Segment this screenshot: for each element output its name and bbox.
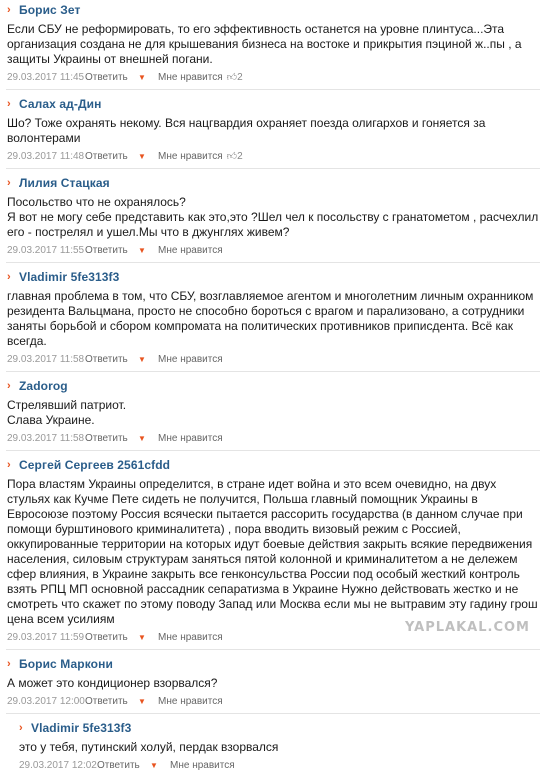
comment-header bbox=[7, 656, 540, 672]
comment-header bbox=[7, 269, 540, 285]
thumbs-up-icon: 👍︎ bbox=[226, 151, 238, 162]
comment-meta bbox=[7, 70, 540, 84]
reply-button[interactable]: Ответить bbox=[97, 759, 140, 771]
dropdown-arrow-icon[interactable]: ▼ bbox=[138, 245, 146, 255]
comment-header bbox=[19, 720, 540, 736]
chevron-right-icon: › bbox=[7, 97, 11, 110]
reply-button[interactable]: Ответить bbox=[85, 150, 128, 162]
dropdown-arrow-icon[interactable]: ▼ bbox=[150, 760, 158, 770]
comment-text: это у тебя, путинский холуй, пердак взорвался bbox=[19, 740, 279, 754]
comment-text: главная проблема в том, что СБУ, возглавляемое агентом и многолетним личным охранником резидента Вальцмана, просто не способно бороться с врагом и парализовано, а сотрудники заняты борьбой и сбором компромата на политических противников приписдента. Всё как всегда. bbox=[7, 289, 534, 348]
comment-date: 29.03.2017 11:59 bbox=[7, 631, 85, 643]
comment-date: 29.03.2017 11:55 bbox=[7, 244, 85, 256]
like-button[interactable]: Мне нравится bbox=[158, 244, 223, 256]
dropdown-arrow-icon[interactable]: ▼ bbox=[138, 354, 146, 364]
comment-header bbox=[7, 96, 540, 112]
comment-header bbox=[7, 175, 540, 191]
comment-author[interactable]: Лилия Стацкая bbox=[19, 176, 110, 190]
like-button[interactable]: Мне нравится bbox=[158, 353, 223, 365]
reply-button[interactable]: Ответить bbox=[85, 71, 128, 83]
comment-author[interactable]: Салах ад-Дин bbox=[19, 97, 102, 111]
comment-author[interactable]: Vladimir 5fe313f3 bbox=[19, 270, 120, 284]
comment-author[interactable]: Борис Зет bbox=[19, 3, 81, 17]
comment-author[interactable]: Zadorog bbox=[19, 379, 68, 393]
site-watermark: YAPLAKAL.COM bbox=[405, 620, 530, 635]
comment-meta bbox=[19, 758, 540, 772]
reply-button[interactable]: Ответить bbox=[85, 353, 128, 365]
comment-date: 29.03.2017 11:58 bbox=[7, 432, 85, 444]
dropdown-arrow-icon[interactable]: ▼ bbox=[138, 433, 146, 443]
chevron-right-icon: › bbox=[7, 176, 11, 189]
dropdown-arrow-icon[interactable]: ▼ bbox=[138, 696, 146, 706]
like-button[interactable]: Мне нравится bbox=[158, 432, 223, 444]
comment-date: 29.03.2017 11:58 bbox=[7, 353, 85, 365]
chevron-right-icon: › bbox=[7, 458, 11, 471]
comment-meta bbox=[7, 243, 540, 257]
dropdown-arrow-icon[interactable]: ▼ bbox=[138, 151, 146, 161]
chevron-right-icon: › bbox=[7, 379, 11, 392]
comment-author[interactable]: Vladimir 5fe313f3 bbox=[31, 721, 132, 735]
like-count: 2 bbox=[237, 150, 243, 162]
comment-meta bbox=[7, 352, 540, 366]
comment-text: Пора властям Украины определится, в стране идет война и это всем очевидно, на двух стульях как Кучме Пете сидеть не получится, Польша главный помощник Украины в Евросоюзе поэтому Россия всячески пытается рассорить государства (в данном случае при помощи бурштинового криминалитета) , пора вводить визовый режим с Россией, оккупированные территории на которых идут боевые действия закрыть всякие передвижения населения, силовым структурам заняться пятой колонной и криминалитетом а не дележем сфер влияния, в Украине закрыть все генконсульства России под особый жесткий контроль взять РПЦ МП основной рассадник сепаратизма в Украине Нужно действовать жестко и не смотреть что скажет по этому поводу Запад или Москва если мы не вытравим эту гадину грош цена всем усилиям bbox=[7, 477, 538, 626]
comment-date: 29.03.2017 11:48 bbox=[7, 150, 85, 162]
like-button[interactable]: Мне нравится bbox=[158, 695, 223, 707]
like-count: 2 bbox=[237, 71, 243, 83]
reply-button[interactable]: Ответить bbox=[85, 695, 128, 707]
reply-button[interactable]: Ответить bbox=[85, 432, 128, 444]
comment-meta bbox=[7, 694, 540, 708]
comment-header bbox=[7, 457, 540, 473]
chevron-right-icon: › bbox=[7, 3, 11, 16]
comment bbox=[6, 378, 540, 451]
comment-text: Стрелявший патриот. Слава Украине. bbox=[7, 398, 127, 427]
comment-header bbox=[7, 2, 540, 18]
comment-text: Шо? Тоже охранять некому. Вся нацгвардия охраняет поезда олигархов и гоняется за волонтерами bbox=[7, 116, 486, 145]
comment bbox=[6, 2, 540, 90]
comment-author[interactable]: Борис Маркони bbox=[19, 657, 113, 671]
like-button[interactable]: Мне нравится bbox=[158, 71, 223, 83]
comment-header bbox=[7, 378, 540, 394]
comment-text: Если СБУ не реформировать, то его эффективность останется на уровне плинтуса...Эта организация создана не для крышевания бизнеса на востоке и прикрытия пэциной ж..пы , а защиты Украины от внешней погани. bbox=[7, 22, 522, 66]
comment bbox=[6, 96, 540, 169]
like-button[interactable]: Мне нравится bbox=[158, 631, 223, 643]
chevron-right-icon: › bbox=[19, 721, 23, 734]
reply-comment bbox=[18, 720, 540, 777]
reply-button[interactable]: Ответить bbox=[85, 631, 128, 643]
comment-meta bbox=[7, 431, 540, 445]
comment-text: А может это кондиционер взорвался? bbox=[7, 676, 218, 690]
comment bbox=[6, 656, 540, 714]
dropdown-arrow-icon[interactable]: ▼ bbox=[138, 632, 146, 642]
comment-meta bbox=[7, 149, 540, 163]
comment-date: 29.03.2017 11:45 bbox=[7, 71, 85, 83]
comment-date: 29.03.2017 12:00 bbox=[7, 695, 85, 707]
comment bbox=[6, 175, 540, 263]
like-button[interactable]: Мне нравится bbox=[158, 150, 223, 162]
chevron-right-icon: › bbox=[7, 270, 11, 283]
thumbs-up-icon: 👍︎ bbox=[226, 72, 238, 83]
like-button[interactable]: Мне нравится bbox=[170, 759, 235, 771]
comment bbox=[6, 269, 540, 372]
comment-text: Посольство что не охранялось? Я вот не могу себе представить как это,это ?Шел чел к посольству с гранатометом , расчехлил его - пострелял и ушел.Мы что в джунглях живем? bbox=[7, 195, 539, 239]
comment-author[interactable]: Сергей Сергеев 2561cfdd bbox=[19, 458, 171, 472]
chevron-right-icon: › bbox=[7, 657, 11, 670]
reply-button[interactable]: Ответить bbox=[85, 244, 128, 256]
dropdown-arrow-icon[interactable]: ▼ bbox=[138, 72, 146, 82]
comment-date: 29.03.2017 12:02 bbox=[19, 759, 97, 771]
